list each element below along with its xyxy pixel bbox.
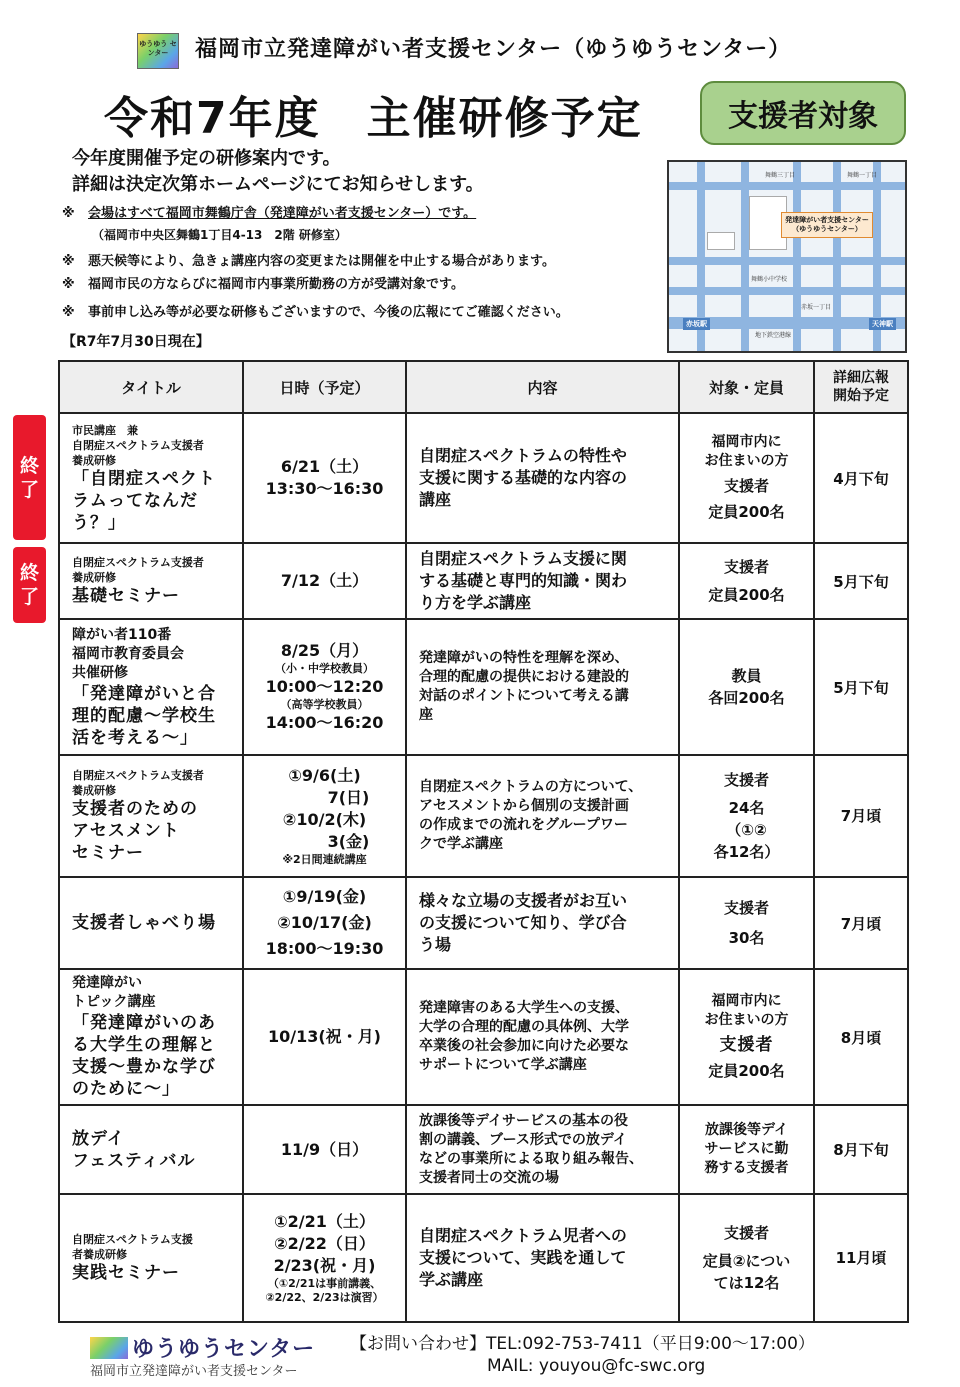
table-row — [59, 755, 908, 877]
date-line: 6/21（土） — [280, 457, 369, 477]
title-main: 「発達障がいのあ — [72, 1013, 216, 1034]
cell-date — [243, 755, 406, 877]
title-sub: 者養成研修 — [72, 1247, 127, 1261]
cell-target — [679, 755, 814, 877]
date-line: 18:00～19:30 — [265, 939, 384, 959]
date-line: （高等学校教員） — [280, 698, 369, 712]
cell-date — [243, 1194, 406, 1322]
cell-content — [406, 413, 679, 543]
target-line: 各回200名 — [708, 689, 785, 708]
logo-mark-icon — [90, 1337, 128, 1359]
title-sub: 養成研修 — [72, 783, 116, 797]
content-line: 自閉症スペクトラムの方について、 — [419, 778, 643, 795]
note-eligibility-text: 福岡市民の方ならびに福岡市内事業所勤務の方が受講対象です。 — [88, 277, 464, 292]
table-row — [59, 969, 908, 1105]
cell-publish: 7月頃 — [814, 877, 908, 969]
note-registration — [62, 304, 569, 321]
content-line: 大学の合理的配慮の具体例、大学 — [419, 1019, 629, 1036]
target-line: 各12名） — [713, 842, 780, 861]
target-line: 定員②につい — [702, 1251, 791, 1270]
content-line: 発達障がいの特性を理解を深め、 — [419, 650, 629, 667]
cell-content — [406, 969, 679, 1105]
note-mark: ※ — [62, 206, 75, 221]
title-main: う？」 — [72, 512, 126, 533]
cell-publish: 4月下旬 — [814, 413, 908, 543]
title-sub: 養成研修 — [72, 571, 116, 585]
target-line: 支援者 — [719, 1035, 774, 1056]
cell-title — [59, 969, 243, 1105]
cell-content — [406, 1194, 679, 1322]
intro-line-2: 詳細は決定次第ホームページにてお知らせします。 — [72, 174, 484, 195]
target-line: 支援者 — [723, 770, 769, 789]
date-line: 10/13(祝・月) — [267, 1027, 381, 1047]
cell-title — [59, 877, 243, 969]
date-line: 11/9（日） — [280, 1139, 369, 1159]
title-main: 「発達障がいと合 — [72, 683, 216, 704]
content-line: 自閉症スペクトラム児者への — [419, 1225, 627, 1245]
cell-content — [406, 619, 679, 754]
footer-logo-name: ゆうゆうセンター — [132, 1337, 316, 1362]
cell-publish: 8月下旬 — [814, 1105, 908, 1193]
cell-date — [243, 969, 406, 1105]
date-line: 7/12（土） — [280, 571, 369, 591]
org-title: 福岡市立発達障がい者支援センター（ゆうゆうセンター） — [195, 37, 792, 62]
cell-title — [59, 543, 243, 619]
title-sub: 障がい者110番 — [72, 626, 172, 643]
table-header-row — [59, 361, 908, 413]
target-line: 務する支援者 — [704, 1160, 789, 1177]
map-road — [833, 162, 841, 351]
table-row — [59, 1194, 908, 1322]
table-row — [59, 413, 908, 543]
intro-text — [72, 146, 484, 198]
date-line: 13:30～16:30 — [265, 479, 384, 499]
map-building — [707, 232, 735, 250]
target-line: 支援者 — [723, 477, 769, 496]
target-line: 定員200名 — [708, 1062, 785, 1081]
content-line: 自閉症スペクトラム支援に関 — [419, 549, 627, 569]
title-sub: 共催研修 — [72, 664, 128, 681]
cell-content — [406, 877, 679, 969]
note-venue-text: 会場はすべて福岡市舞鶴庁舎（発達障がい者支援センター）です。 — [88, 206, 477, 221]
target-line: お住まいの方 — [704, 1012, 789, 1029]
date-line: ②10/2(木) — [282, 809, 367, 829]
done-tag — [13, 547, 46, 623]
content-line: サポートについて学ぶ講座 — [419, 1057, 587, 1074]
note-weather — [62, 253, 555, 270]
content-line: り方を学ぶ講座 — [419, 593, 532, 613]
target-line: 支援者 — [723, 1223, 769, 1242]
map-center-marker — [781, 212, 873, 238]
note-mark: ※ — [62, 305, 75, 320]
target-line: 福岡市内に — [711, 993, 782, 1010]
content-line: 講座 — [419, 490, 452, 510]
cell-target — [679, 543, 814, 619]
content-line: アセスメントから個別の支援計画 — [419, 797, 629, 814]
header-title: タイトル — [59, 361, 243, 413]
cell-target — [679, 413, 814, 543]
done-tag-char: 了 — [19, 478, 39, 501]
content-line: 支援に関する基礎的な内容の — [419, 468, 628, 488]
content-line: 支援者同士の交流の場 — [419, 1169, 559, 1186]
footer-org: 福岡市立発達障がい者支援センター — [90, 1364, 298, 1379]
map-station: 赤坂駅 — [683, 318, 710, 330]
content-line: 対話のポイントについて考える講 — [419, 688, 629, 705]
cell-target — [679, 877, 814, 969]
title-main: 放デイ — [72, 1128, 125, 1149]
title-main: 支援～豊かな学び — [72, 1057, 216, 1078]
note-mark: ※ — [62, 277, 75, 292]
date-line: ②2/22、2/23は演習） — [265, 1290, 384, 1304]
target-line: サービスに勤 — [704, 1141, 789, 1158]
cell-title — [59, 755, 243, 877]
title-main: 活を考える～」 — [72, 727, 198, 748]
cell-target — [679, 1105, 814, 1193]
note-weather-text: 悪天候等により、急きょ講座内容の変更または開催を中止する場合があります。 — [88, 254, 555, 269]
target-line: 支援者 — [723, 899, 769, 918]
header-date: 日時（予定） — [243, 361, 406, 413]
note-address: （福岡市中央区舞鶴1丁目4-13 2階 研修室） — [92, 228, 347, 242]
header-target: 対象・定員 — [679, 361, 814, 413]
title-main: ラムってなんだ — [72, 490, 198, 511]
map-label: 地下鉄空港線 — [755, 332, 792, 339]
date-line: 2/23(祝・月) — [273, 1255, 376, 1275]
content-line: 合理的配慮の提供における建設的 — [419, 669, 629, 686]
title-sub: 発達障がい — [72, 975, 142, 992]
cell-title — [59, 1194, 243, 1322]
cell-target — [679, 619, 814, 754]
date-line: ②2/22（日） — [274, 1233, 375, 1253]
cell-date — [243, 877, 406, 969]
header-publish — [814, 361, 908, 413]
date-line: （①2/21は事前講義、 — [267, 1276, 382, 1290]
access-map — [667, 160, 907, 353]
map-road — [793, 162, 801, 351]
content-line: 放課後等デイサービスの基本の役 — [419, 1112, 629, 1129]
title-main: 理的配慮～学校生 — [72, 705, 216, 726]
title-main: 支援者しゃべり場 — [72, 913, 216, 934]
title-sub: 自閉症スペクトラム支援者 — [72, 438, 204, 452]
content-line: 座 — [419, 707, 433, 724]
content-line: の作成までの流れをグループワー — [419, 816, 628, 833]
target-line: 定員200名 — [708, 503, 785, 522]
cell-publish: 8月頃 — [814, 969, 908, 1105]
contact-phone: 【お問い合わせ】TEL:092-753-7411（平日9:00～17:00） — [350, 1334, 815, 1354]
title-main: 基礎セミナー — [72, 586, 180, 607]
cell-publish: 7月頃 — [814, 755, 908, 877]
note-registration-text: 事前申し込み等が必要な研修もございますので、今後の広報にてご確認ください。 — [88, 305, 569, 320]
title-main: フェスティバル — [72, 1150, 196, 1171]
date-line: 3(金) — [327, 831, 370, 851]
cell-target — [679, 1194, 814, 1322]
date-line: 7(日) — [327, 787, 370, 807]
target-line: お住まいの方 — [704, 453, 789, 470]
note-venue — [62, 205, 476, 222]
target-line: 30名 — [728, 929, 765, 948]
contact-email[interactable]: MAIL: youyou@fc-swc.org — [487, 1356, 706, 1376]
target-line: 放課後等デイ — [704, 1122, 789, 1139]
content-line: 支援について、実践を通して — [419, 1247, 627, 1267]
map-center-label: 発達障がい者支援センター — [785, 216, 869, 224]
content-line: う場 — [419, 935, 452, 955]
map-label: 舞鶴一丁目 — [847, 172, 878, 179]
title-sub: 自閉症スペクトラム支援 — [72, 1232, 193, 1246]
cell-target — [679, 969, 814, 1105]
center-logo — [137, 33, 179, 69]
table-row — [59, 543, 908, 619]
map-center-label: （ゆうゆうセンター） — [792, 225, 862, 233]
target-line: （①② — [726, 820, 767, 839]
cell-content — [406, 755, 679, 877]
cell-title — [59, 413, 243, 543]
title-sub: 市民講座 兼 — [72, 423, 138, 437]
target-line: 24名 — [728, 798, 765, 817]
header-publish-line: 開始予定 — [833, 388, 889, 404]
cell-title — [59, 619, 243, 754]
content-line: などの事業所による取り組み報告、 — [419, 1150, 643, 1167]
title-main: のために～」 — [72, 1079, 180, 1100]
target-line: 福岡市内に — [711, 434, 782, 451]
content-line: 発達障害のある大学生への支援、 — [419, 1000, 629, 1017]
cell-title — [59, 1105, 243, 1193]
training-schedule-table — [58, 360, 909, 1323]
done-tag-char: 終 — [19, 454, 39, 477]
table-row — [59, 1105, 908, 1193]
cell-date — [243, 543, 406, 619]
map-label: 舞鶴小中学校 — [751, 276, 788, 283]
title-sub: 養成研修 — [72, 453, 116, 467]
content-line: 学ぶ講座 — [419, 1269, 484, 1289]
done-tag — [13, 415, 46, 540]
done-tag-char: 了 — [19, 586, 39, 608]
date-line: ①2/21（土） — [274, 1211, 375, 1231]
date-line: 8/25（月） — [280, 641, 369, 661]
date-line: ※2日間連続講座 — [282, 852, 367, 866]
title-main: 「自閉症スペクト — [72, 468, 216, 489]
title-sub: 福岡市教育委員会 — [72, 645, 184, 662]
date-line: 14:00～16:20 — [265, 713, 384, 733]
note-eligibility — [62, 276, 464, 293]
title-main: 支援者のための — [72, 798, 198, 819]
target-line: 定員200名 — [708, 586, 785, 605]
title-main: セミナー — [72, 842, 144, 863]
header-content: 内容 — [406, 361, 679, 413]
cell-content — [406, 543, 679, 619]
cell-date — [243, 1105, 406, 1193]
cell-publish: 5月下旬 — [814, 543, 908, 619]
map-station: 天神駅 — [869, 318, 896, 330]
cell-publish: 5月下旬 — [814, 619, 908, 754]
title-sub: トピック講座 — [72, 994, 156, 1011]
target-line: 教員 — [731, 667, 762, 686]
content-line: 様々な立場の支援者がお互い — [419, 891, 628, 911]
table-row — [59, 619, 908, 754]
target-line: ては12名 — [713, 1273, 780, 1292]
date-line: 10:00～12:20 — [265, 677, 384, 697]
intro-line-1: 今年度開催予定の研修案内です。 — [72, 148, 341, 169]
title-sub: 自閉症スペクトラム支援者 — [72, 556, 204, 570]
cell-date — [243, 413, 406, 543]
date-line: ①9/19(金) — [282, 887, 367, 907]
title-sub: 自閉症スペクトラム支援者 — [72, 768, 204, 782]
cell-date — [243, 619, 406, 754]
as-of-date: 【R7年7月30日現在】 — [62, 334, 210, 350]
title-main: 実践セミナー — [72, 1262, 180, 1283]
logo-text: ゆうゆう センター — [139, 40, 177, 57]
map-label: 赤坂一丁目 — [801, 304, 832, 311]
content-line: 割の講義、ブース形式での放デイ — [419, 1131, 627, 1148]
table-row — [59, 877, 908, 969]
date-line: ②10/17(金) — [277, 913, 372, 933]
content-line: 自閉症スペクトラムの特性や — [419, 446, 627, 466]
date-line: ①9/6(土) — [288, 765, 361, 785]
date-line: （小・中学校教員） — [275, 662, 374, 676]
content-line: 卒業後の社会参加に向けた必要な — [419, 1038, 629, 1055]
title-main: アセスメント — [72, 820, 180, 841]
note-mark: ※ — [62, 254, 75, 269]
cell-content — [406, 1105, 679, 1193]
title-main: る大学生の理解と — [72, 1035, 216, 1056]
content-line: する基礎と専門的知識・関わ — [419, 571, 628, 591]
cell-publish: 11月頃 — [814, 1194, 908, 1322]
map-label: 舞鶴三丁目 — [765, 172, 796, 179]
page-title: 令和7年度 主催研修予定 — [104, 93, 643, 144]
content-line: の支援について知り、学び合 — [419, 913, 627, 933]
target-line: 支援者 — [723, 558, 769, 577]
header-publish-line: 詳細広報 — [833, 370, 889, 386]
content-line: クで学ぶ講座 — [419, 835, 503, 852]
done-tag-char: 終 — [19, 562, 39, 584]
footer-logo — [90, 1332, 315, 1363]
target-badge: 支援者対象 — [700, 81, 906, 145]
map-road — [741, 162, 749, 351]
